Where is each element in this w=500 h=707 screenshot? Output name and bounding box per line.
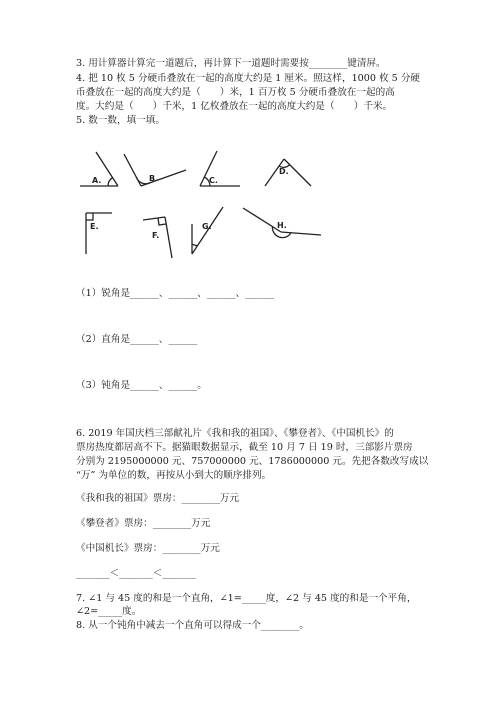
box-office-field-2: 《攀登者》票房：________万元 bbox=[76, 518, 211, 529]
angle-label-a: A. bbox=[92, 176, 102, 185]
angle-label-e: E. bbox=[90, 222, 99, 231]
angle-c bbox=[200, 151, 240, 186]
question-7-line-1: 7. ∠1 与 45 度的和是一个直角，∠1=_____度，∠2 与 45 度的和是一个平角， bbox=[76, 593, 417, 604]
angle-a bbox=[80, 152, 118, 186]
angle-f bbox=[143, 217, 172, 258]
question-4-line-1: 4. 把 10 枚 5 分硬币叠放在一起的高度大约是 1 厘米。照这样，1000 枚 5 分硬 bbox=[76, 73, 421, 84]
question-8: 8. 从一个钝角中减去一个直角可以得成一个________。 bbox=[76, 620, 309, 631]
acute-angles-answer: （1）锐角是______、______、______、______ bbox=[76, 288, 274, 299]
question-4-line-2: 币叠放在一起的高度大约是（ ）米，1 百万枚 5 分硬币叠放在一起的高 bbox=[76, 87, 395, 98]
angle-d bbox=[265, 159, 311, 186]
angle-label-h: H. bbox=[277, 221, 287, 230]
question-6-line-3: 分别为 2195000000 元、757000000 元、1786000000 元。先把各数改写成以 bbox=[76, 456, 429, 467]
box-office-field-3: 《中国机长》票房：________万元 bbox=[76, 543, 220, 554]
box-office-field-1: 《我和我的祖国》票房：________万元 bbox=[76, 493, 240, 504]
angle-label-b: B. bbox=[149, 174, 159, 183]
question-3: 3. 用计算器计算完一道题后，再计算下一道题时需要按________键清屏。 bbox=[76, 58, 386, 69]
question-5: 5. 数一数，填一填。 bbox=[76, 115, 165, 126]
question-7-line-2: ∠2=_____度。 bbox=[76, 606, 142, 617]
question-6-line-2: 票房热度都居高不下。据猫眼数据显示，截至 10 月 7 日 19 时，三部影片票房 bbox=[76, 442, 413, 453]
angle-b bbox=[124, 154, 186, 186]
angle-label-f: F. bbox=[152, 231, 160, 240]
question-4-line-3: 度。大约是（ ）千米，1 亿枚叠放在一起的高度大约是（ ）千米。 bbox=[76, 101, 393, 112]
angle-figures bbox=[0, 0, 500, 260]
question-6-line-1: 6. 2019 年国庆档三部献礼片《我和我的祖国》、《攀登者》、《中国机长》的 bbox=[76, 428, 394, 439]
angle-g bbox=[192, 207, 223, 254]
angle-label-d: D. bbox=[279, 167, 289, 176]
angle-label-g: G. bbox=[202, 222, 212, 231]
question-6-line-4: “万” 为单位的数，再按从小到大的顺序排列。 bbox=[76, 470, 272, 481]
right-angles-answer: （2）直角是______、______ bbox=[76, 334, 198, 345]
angle-h bbox=[243, 208, 321, 238]
angle-e bbox=[86, 213, 112, 254]
angle-label-c: C. bbox=[209, 176, 218, 185]
ordering-blanks: _______＜_______＜_______ bbox=[76, 568, 196, 579]
obtuse-angles-answer: （3）钝角是______、______。 bbox=[76, 380, 207, 391]
